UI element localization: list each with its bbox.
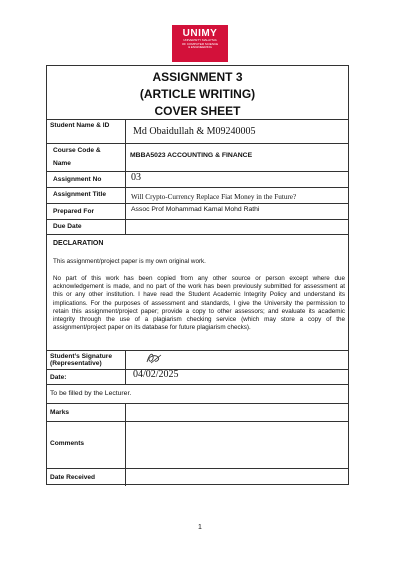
logo-subtitle-3: & ENGINEERING [188, 45, 212, 50]
divider [47, 203, 348, 204]
divider [47, 421, 348, 422]
column-divider [125, 119, 126, 234]
marks-label: Marks [50, 409, 70, 416]
signature-label-line1: Student’s Signature [50, 353, 113, 360]
declaration-statement: This assignment/project paper is my own original work. [53, 258, 206, 265]
student-name-value: Md Obaidullah & M09240005 [133, 126, 256, 137]
column-divider [125, 350, 126, 384]
due-date-label: Due Date [53, 223, 82, 230]
assignment-title-label: Assignment Title [53, 191, 107, 198]
student-name-label: Student Name & ID [50, 122, 110, 129]
column-divider [125, 403, 126, 486]
declaration-heading: DECLARATION [53, 240, 104, 247]
declaration-body: No part of this work has been copied from any other source or person except where due acknowledgement is made, and no part of the work has been previously submitted for assessment at this or any other institution. I have read the Student Academic Integrity Policy and understand its implications. For the purposes of assessment and standards, I give the University the permission to retain this assignment/project paper; provide a copy to other assessors; and evaluate its academic integrity through the use of a plagiarism checking service (which may store a copy of the assignment/project paper on its database for future plagiarism checks). [53, 275, 345, 332]
divider [47, 143, 348, 144]
divider [47, 369, 348, 370]
divider [47, 187, 348, 188]
date-value: 04/02/2025 [133, 369, 179, 380]
assignment-heading: ASSIGNMENT 3 [152, 70, 243, 84]
divider [47, 403, 348, 404]
student-signature [145, 351, 163, 365]
assignment-no-value: 03 [131, 172, 141, 183]
assignment-type-heading: (ARTICLE WRITING) [139, 87, 256, 101]
logo-subtitle-1: UNIVERSITY MALAYSIA [183, 38, 217, 42]
course-label-line1: Course Code & [53, 147, 101, 154]
date-received-label: Date Received [50, 474, 96, 481]
assignment-title-value: Will Crypto-Currency Replace Fiat Money in the Future? [131, 193, 297, 201]
logo-subtitle-2: OF COMPUTER SCIENCE [181, 41, 219, 46]
divider [47, 468, 348, 469]
course-label-line2: Name [53, 160, 71, 167]
prepared-for-label: Prepared For [53, 208, 95, 215]
date-label: Date: [50, 374, 67, 381]
course-value: MBBA5023 ACCOUNTING & FINANCE [130, 152, 253, 159]
logo-name: UNIMY [182, 28, 218, 39]
comments-label: Comments [50, 440, 85, 447]
signature-label-line2: (Representative) [50, 360, 102, 367]
page-number: 1 [198, 524, 202, 531]
assignment-no-label: Assignment No [53, 176, 102, 183]
lecturer-note: To be filled by the Lecturer. [50, 390, 132, 397]
prepared-for-value: Assoc Prof Mohammad Kamal Mohd Rathi [131, 206, 260, 213]
divider [47, 171, 348, 172]
cover-sheet-heading: COVER SHEET [154, 104, 241, 118]
cover-sheet [46, 65, 349, 485]
divider [47, 119, 348, 120]
divider [47, 234, 348, 235]
divider [47, 350, 348, 351]
divider [47, 219, 348, 220]
divider [47, 384, 348, 385]
university-logo [172, 25, 228, 62]
